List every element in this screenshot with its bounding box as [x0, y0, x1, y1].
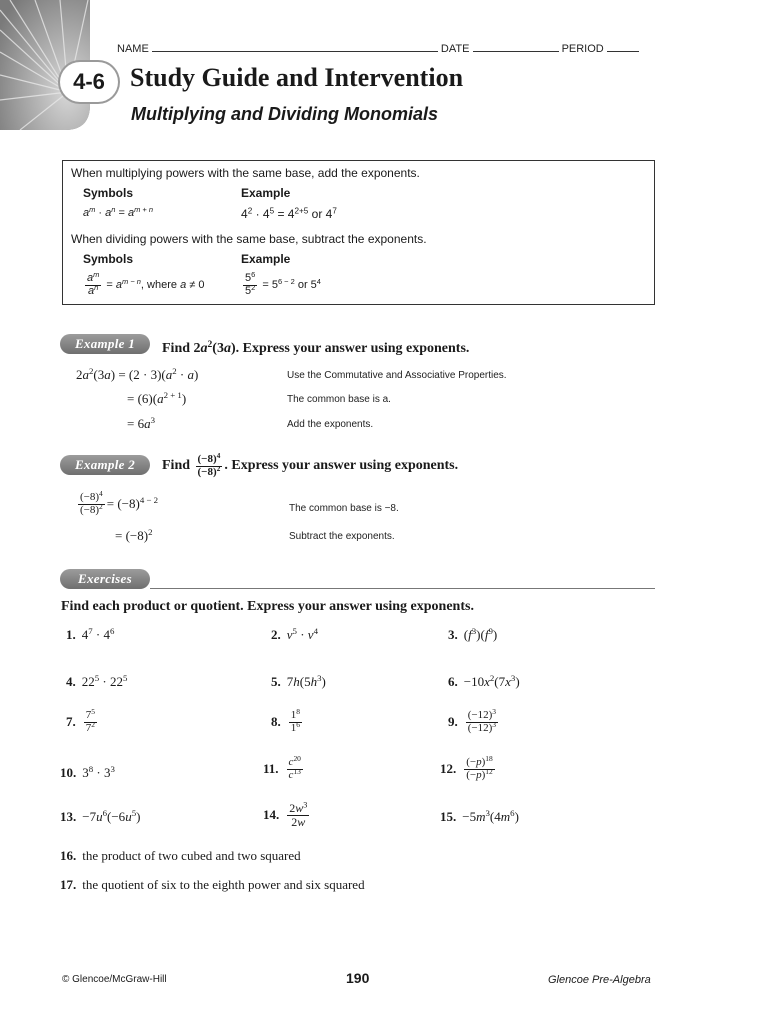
example-1-note-3: Add the exponents.	[287, 419, 374, 430]
multiply-symbols: $a^m \cdot a^n = a^{m + n}$	[83, 204, 153, 219]
exercise-number: 2.	[271, 627, 281, 642]
example-1-step-1: $2a^2(3a) = (2 \cdot 3)(a^2 \cdot a)$	[76, 366, 199, 382]
student-info-line	[117, 41, 657, 55]
date-field-line[interactable]	[473, 41, 559, 52]
symbols-label-2: Symbols	[83, 252, 134, 266]
exercise-16	[60, 848, 301, 864]
divide-example: $\frac{5^6}{5^2}$ = $5^{6 - 2}$ or $5^4$	[245, 269, 321, 297]
footer-book-title: Glencoe Pre-Algebra	[548, 974, 651, 986]
page-number: 190	[346, 970, 370, 986]
exercise-17-text: the quotient of six to the eighth power and six squared	[82, 877, 365, 892]
exercise-number: 14.	[263, 807, 280, 823]
exercise-number: 12.	[440, 761, 457, 777]
multiply-example: $4^2 \cdot 4^5 = 4^{2+5}$ or $4^7$	[241, 206, 337, 221]
example-label-2: Example	[241, 252, 291, 266]
exercise-number: 16.	[60, 848, 77, 863]
example-1-step-2: = $(6)(a^{2 + 1})$	[127, 390, 187, 406]
exercise-number: 11.	[263, 761, 279, 777]
example-1-step-3: = $6a^3$	[127, 415, 156, 431]
exercise-12: 12. $\frac{(-p)^{18}}{(-p)^{12}}$	[440, 753, 493, 781]
example-2-step-1: $\frac{(-8)^4}{(-8)^2}$ = $(-8)^{4 - 2}$	[80, 488, 159, 516]
exercise-3: 3. $(f^3)(f^9)$	[448, 626, 498, 642]
exercise-number: 7.	[66, 714, 76, 730]
exercise-16-text: the product of two cubed and two squared	[82, 848, 301, 863]
exercise-14: 14. $\frac{2w^3}{2w}$	[263, 800, 308, 829]
example-2-prompt: Find $\frac{(-8)^4}{(-8)^2}$ . Express your answer using exponents.	[162, 450, 459, 478]
divide-rule-text: When dividing powers with the same base, subtract the exponents.	[71, 232, 427, 246]
name-field-line[interactable]	[152, 41, 438, 52]
exercise-number: 15.	[440, 809, 457, 824]
page-subtitle: Multiplying and Dividing Monomials	[131, 104, 438, 124]
divide-symbols: $\frac{a^m}{a^n}$ = $a^{m - n}$, where a ≠ 0	[87, 269, 205, 297]
example-2-note-2: Subtract the exponents.	[289, 531, 395, 542]
exercise-2: 2. $v^5 \cdot v^4$	[271, 626, 318, 642]
period-label: PERIOD	[561, 43, 604, 55]
name-label: NAME	[117, 43, 149, 55]
exercise-15: 15. $-5m^3(4m^6)$	[440, 808, 519, 824]
exercise-5: 5. $7h(5h^3)$	[271, 673, 326, 689]
example-label: Example	[241, 186, 291, 200]
lesson-number-badge	[60, 62, 118, 102]
example-1-prompt: Find $2a^2(3a)$. Express your answer using exponents.	[162, 339, 470, 356]
exercises-instruction: Find each product or quotient. Express your answer using exponents.	[61, 599, 474, 614]
exercise-number: 13.	[60, 809, 77, 824]
date-label: DATE	[440, 43, 470, 55]
or-text-2: or	[297, 279, 308, 292]
exercise-9: 9. $\frac{(-12)^3}{(-12)^3}$	[448, 706, 497, 734]
example-1-badge: Example 1	[60, 334, 150, 354]
exercise-13: 13. $-7u^6(-6u^5)$	[60, 808, 141, 824]
exercise-number: 8.	[271, 714, 281, 730]
exercise-1: 1. $4^7 \cdot 4^6$	[66, 626, 115, 642]
exercise-number: 3.	[448, 627, 458, 642]
exercise-11: 11. $\frac{c^{20}}{c^{13}}$	[263, 753, 301, 781]
example-2-badge: Example 2	[60, 455, 150, 475]
period-field-line[interactable]	[607, 41, 639, 52]
exercise-8: 8. $\frac{1^8}{1^6}$	[271, 706, 300, 734]
exercise-7: 7. $\frac{7^5}{7^2}$	[66, 706, 95, 734]
or-text: or	[311, 207, 323, 221]
page-title: Study Guide and Intervention	[130, 63, 464, 92]
example-2-prompt-pre: Find	[162, 458, 191, 474]
exercise-number: 1.	[66, 627, 76, 642]
exercise-number: 9.	[448, 714, 458, 730]
exercise-17	[60, 877, 365, 893]
example-2-prompt-post: . Express your answer using exponents.	[224, 458, 459, 474]
footer-copyright: © Glencoe/McGraw-Hill	[62, 974, 167, 985]
exercise-number: 5.	[271, 674, 281, 689]
multiply-rule-text: When multiplying powers with the same base, add the exponents.	[71, 166, 420, 180]
exercise-6: 6. $-10x^2(7x^3)$	[448, 673, 520, 689]
example-1-note-1: Use the Commutative and Associative Properties.	[287, 370, 507, 381]
exercises-divider	[150, 588, 655, 589]
example-2-step-2: = $(-8)^2$	[115, 527, 153, 543]
example-2-note-1: The common base is −8.	[289, 503, 399, 514]
example-1-prompt-post: . Express your answer using exponents.	[235, 341, 470, 356]
exercise-number: 4.	[66, 674, 76, 689]
where-text: , where	[140, 279, 177, 292]
symbols-label: Symbols	[83, 186, 134, 200]
exercises-badge: Exercises	[60, 569, 150, 589]
exercise-10: 10. $3^8 \cdot 3^3$	[60, 764, 115, 780]
rules-box	[62, 160, 655, 305]
example-1-prompt-pre: Find	[162, 341, 191, 356]
exercise-number: 6.	[448, 674, 458, 689]
lesson-number-text: 4-6	[73, 69, 105, 94]
exercise-number: 17.	[60, 877, 77, 892]
example-1-note-2: The common base is a.	[287, 394, 391, 405]
exercise-4: 4. $22^5 \cdot 22^5$	[66, 673, 128, 689]
exercise-number: 10.	[60, 765, 77, 780]
